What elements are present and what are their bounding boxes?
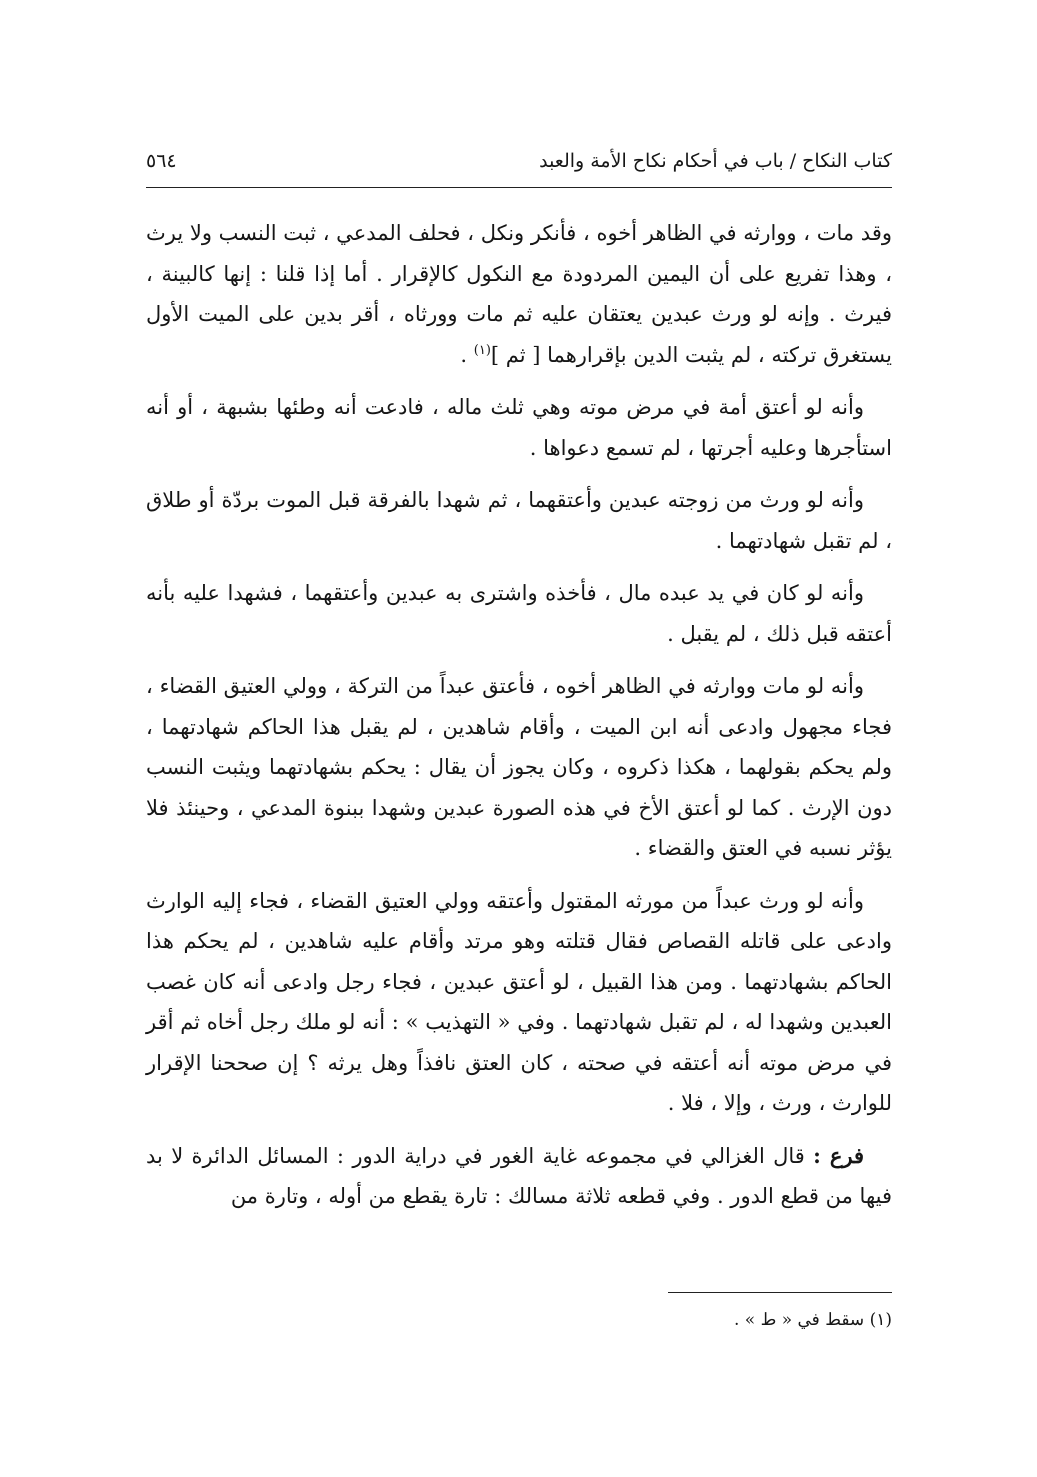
footnote-divider bbox=[668, 1292, 892, 1293]
paragraph-4: وأنه لو كان في يد عبده مال ، فأخذه واشترى به عبدين وأعتقهما ، فشهدا عليه بأنه أعتقه قبل ذلك ، لم يقبل . bbox=[146, 581, 892, 646]
paragraph-text: قال الغزالي في مجموعه غاية الغور في دراية الدور : المسائل الدائرة لا بد فيها من قطع الدور . وفي قطعه ثلاثة مسالك : تارة يقطع من أوله ، وتارة من bbox=[146, 1143, 892, 1208]
footnote-ref: (١) bbox=[473, 342, 491, 358]
paragraph-6: وأنه لو ورث عبداً من مورثه المقتول وأعتقه وولي العتيق القضاء ، فجاء إليه الوارث وادعى على قاتله القصاص فقال قتلته وهو مرتد وأقام عليه شاهدين ، لم يحكم هذا الحاكم بشهادتهما . ومن هذا القبيل ، لو أعتق عبدين ، فجاء رجل وادعى أنه كان غصب العبدين وشهدا له ، لم تقبل شهادتهما . وفي « التهذيب » : أنه لو ملك رجل أخاه ثم أقر في مرض موته أنه أعتقه في صحته ، كان العتق نافذاً وهل يرثه ؟ إن صححنا الإقرار للوارث ، ورث ، وإلا ، فلا . bbox=[146, 888, 892, 1115]
page-number: ٥٦٤ bbox=[146, 150, 177, 172]
paragraph-3: وأنه لو ورث من زوجته عبدين وأعتقهما ، ثم شهدا بالفرقة قبل الموت بردّة أو طلاق ، لم تقبل شهادتهما . bbox=[146, 488, 892, 553]
paragraph-7 bbox=[146, 1136, 892, 1217]
paragraph-text: وقد مات ، ووارثه في الظاهر أخوه ، فأنكر ونكل ، فحلف المدعي ، ثبت النسب ولا يرث ، وهذا تفريع على أن اليمين المردودة مع النكول كالإقرار . أما إذا قلنا : إنها كالبينة ، فيرث . وإنه لو ورث عبدين يعتقان عليه ثم مات وورثاه ، أقر بدين على الميت الأول يستغرق تركته ، لم يثبت الدين بإقرارهما [ ثم ] bbox=[145, 221, 892, 367]
main-text bbox=[146, 213, 892, 1229]
paragraph-1 bbox=[146, 213, 892, 375]
paragraph-2: وأنه لو أعتق أمة في مرض موته وهي ثلث ماله ، فادعت أنه وطئها بشبهة ، أو أنه استأجرها وعليه أجرتها ، لم تسمع دعواها . bbox=[146, 395, 892, 460]
footnote: (١) سقط في « ط » . bbox=[733, 1310, 892, 1330]
header-title: كتاب النكاح / باب في أحكام نكاح الأمة والعبد bbox=[539, 150, 892, 172]
section-term: فرع : bbox=[813, 1142, 864, 1168]
paragraph-end: . bbox=[460, 342, 474, 367]
paragraph-5: وأنه لو مات ووارثه في الظاهر أخوه ، فأعتق عبداً من التركة ، وولي العتيق القضاء ، فجاء مجهول وادعى أنه ابن الميت ، وأقام شاهدين ، لم يقبل هذا الحاكم شهادتهما ، ولم يحكم بقولهما ، هكذا ذكروه ، وكان يجوز أن يقال : يحكم بشهادتهما ويثبت النسب دون الإرث . كما لو أعتق الأخ في هذه الصورة عبدين وشهدا ببنوة المدعي ، وحينئذ فلا يؤثر نسبه في العتق والقضاء . bbox=[146, 674, 892, 860]
running-header bbox=[146, 150, 892, 186]
header-divider bbox=[146, 187, 892, 188]
